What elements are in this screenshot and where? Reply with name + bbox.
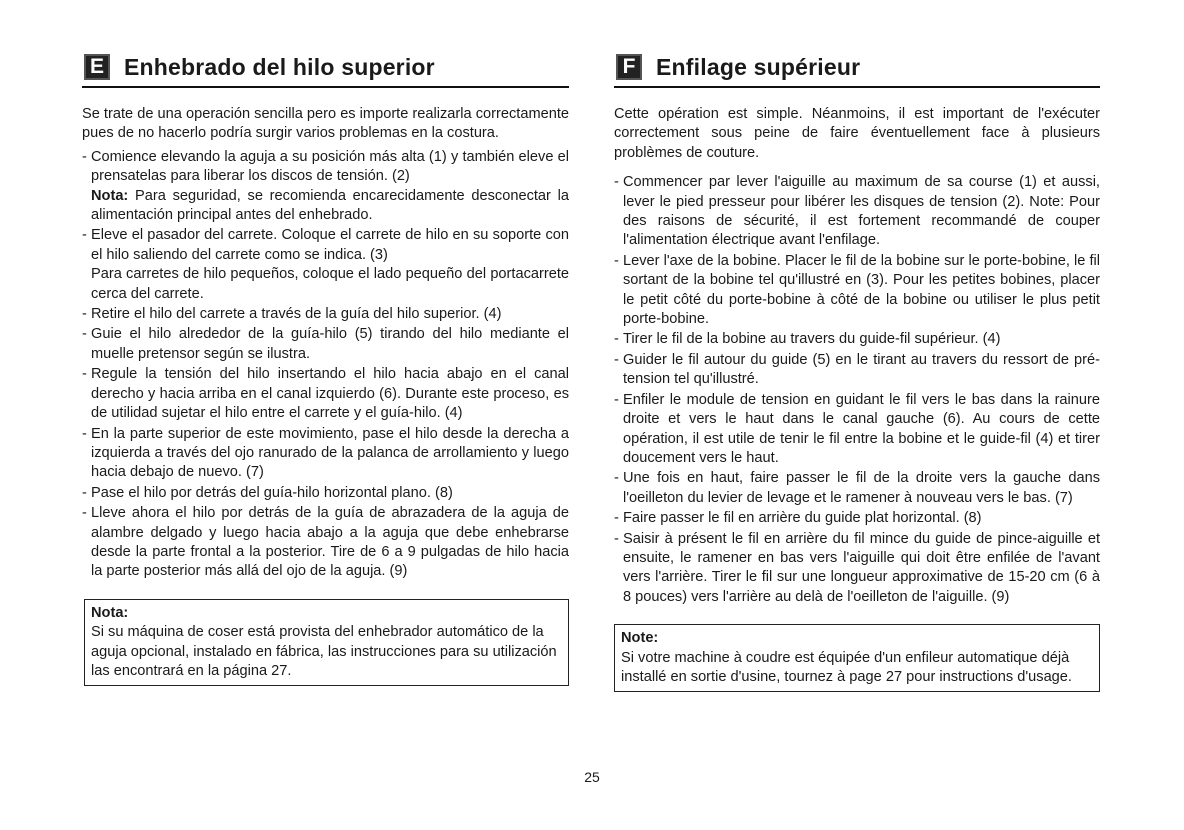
french-intro: Cette opération est simple. Néanmoins, il est important de l'exécuter correctement sous peine de faire éventuellement face à plusieurs problèmes de couture. bbox=[614, 106, 1100, 161]
spanish-step-4: - Guie el hilo alrededor de la guía-hilo (5) tirando del hilo mediante el muelle pretensor según se ilustra. bbox=[82, 325, 569, 364]
spanish-step-2-text: Eleve el pasador del carrete. Coloque el carrete de hilo en su soporte con el hilo saliendo del carrete como se indica. (3) bbox=[91, 227, 569, 263]
french-language-badge: F bbox=[616, 54, 642, 80]
spanish-body bbox=[82, 105, 569, 582]
french-step-8: - Saisir à présent le fil en arrière du fil mince du guide de pince-aiguille et ensuite, le ramener en bas vers l'aiguille qui doit être enfilée de l'avant vers l'arrière. Tirer le fil sur une longueur approximative de 15-20 cm (6 à 8 pouces) vers l'arrière au delà de l'oeilleton de l'aiguille. (9) bbox=[614, 530, 1100, 608]
spanish-step-6: - En la parte superior de este movimiento, pase el hilo desde la derecha a izquierda a través del ojo ranurado de la palanca de arrollamiento y luego hacia debajo de nuevo. (7) bbox=[82, 425, 569, 483]
spanish-note-text: Si su máquina de coser está provista del enhebrador automático de la aguja opcional, instalado en fábrica, las instrucciones para su utilización las encontrará en la página 27. bbox=[91, 624, 557, 679]
french-body bbox=[614, 105, 1100, 607]
spanish-step-7: - Pase el hilo por detrás del guía-hilo horizontal plano. (8) bbox=[82, 484, 569, 503]
spanish-step-1 bbox=[82, 148, 569, 226]
spanish-step-1-note-label: Nota: bbox=[91, 187, 129, 204]
french-steps bbox=[614, 173, 1100, 607]
spanish-step-2-extra: Para carretes de hilo pequeños, coloque el lado pequeño del portacarrete cerca del carrete. bbox=[91, 266, 569, 302]
spanish-step-3: - Retire el hilo del carrete a través de la guía del hilo superior. (4) bbox=[82, 305, 569, 324]
spanish-heading bbox=[82, 50, 569, 88]
spanish-note-box bbox=[84, 599, 569, 687]
spanish-step-8: - Lleve ahora el hilo por detrás de la guía de abrazadera de la aguja de alambre delgado y luego hacia abajo a la aguja que debe enhebrarse desde la parte frontal a la posterior. Tire de 6 a 9 pulgadas de hilo hacia la parte posterior más allá del ojo de la aguja. (9) bbox=[82, 504, 569, 582]
french-step-7: - Faire passer le fil en arrière du guide plat horizontal. (8) bbox=[614, 509, 1100, 528]
spanish-language-badge: E bbox=[84, 54, 110, 80]
french-step-2: - Lever l'axe de la bobine. Placer le fil de la bobine sur le porte-bobine, le fil sortant de la bobine tel qu'illustré en (3). Pour les petites bobines, placer le petit côté du porte-bobine à côté de la bobine ou utiliser le plus petit porte-bobine. bbox=[614, 252, 1100, 330]
french-note-text: Si votre machine à coudre est équipée d'un enfileur automatique déjà installé en sortie d'usine, tournez à page 27 pour instructions d'usage. bbox=[621, 649, 1072, 685]
french-step-1: - Commencer par lever l'aiguille au maximum de sa course (1) et aussi, lever le pied presseur pour libérer les disques de tension (2). Note: Pour des raisons de sécurité, il est fortement recommandé de couper l'alimentation électrique avant l'enfilage. bbox=[614, 173, 1100, 251]
french-note-box bbox=[614, 624, 1100, 692]
french-step-5: - Enfiler le module de tension en guidant le fil vers le bas dans la rainure droite et vers le haut dans le canal gauche (6). Au cours de cette opération, il est utile de tenir le fil entre la bobine et le guide-fil (4) et tirer doucement vers le haut. bbox=[614, 391, 1100, 469]
spanish-note-title: Nota: bbox=[91, 604, 129, 621]
spanish-step-5: - Regule la tensión del hilo insertando el hilo hacia abajo en el canal derecho y hacia arriba en el canal izquierdo (6). Durante este proceso, es de utilidad sujetar el hilo entre el carrete y el guía-hilo. (4) bbox=[82, 365, 569, 423]
spanish-step-1-note bbox=[91, 187, 569, 226]
french-step-4: - Guider le fil autour du guide (5) en le tirant au travers du ressort de pré-tension tel qu'illustré. bbox=[614, 351, 1100, 390]
spanish-steps bbox=[82, 148, 569, 582]
spanish-title: Enhebrado del hilo superior bbox=[124, 53, 435, 80]
french-title: Enfilage supérieur bbox=[656, 53, 861, 80]
french-heading bbox=[614, 50, 1100, 88]
french-note-title: Note: bbox=[621, 630, 659, 647]
french-column bbox=[614, 50, 1100, 692]
spanish-intro: Se trate de una operación sencilla pero es importe realizarla correctamente pues de no hacerlo podría surgir varios problemas en la costura. bbox=[82, 106, 569, 142]
french-step-3: - Tirer le fil de la bobine au travers du guide-fil supérieur. (4) bbox=[614, 330, 1100, 349]
spanish-column bbox=[82, 50, 569, 686]
french-step-6: - Une fois en haut, faire passer le fil de la droite vers la gauche dans l'oeilleton du levier de levage et le ramener à nouveau vers le bas. (7) bbox=[614, 469, 1100, 508]
spanish-step-1-text: Comience elevando la aguja a su posición más alta (1) y también eleve el prensatelas para liberar los discos de tensión. (2) bbox=[91, 148, 569, 185]
spanish-step-1-note-text: Para seguridad, se recomienda encarecidamente desconectar la alimentación principal antes del enhebrado. bbox=[91, 187, 569, 224]
page-number: 25 bbox=[584, 769, 600, 785]
spanish-step-2 bbox=[82, 226, 569, 304]
